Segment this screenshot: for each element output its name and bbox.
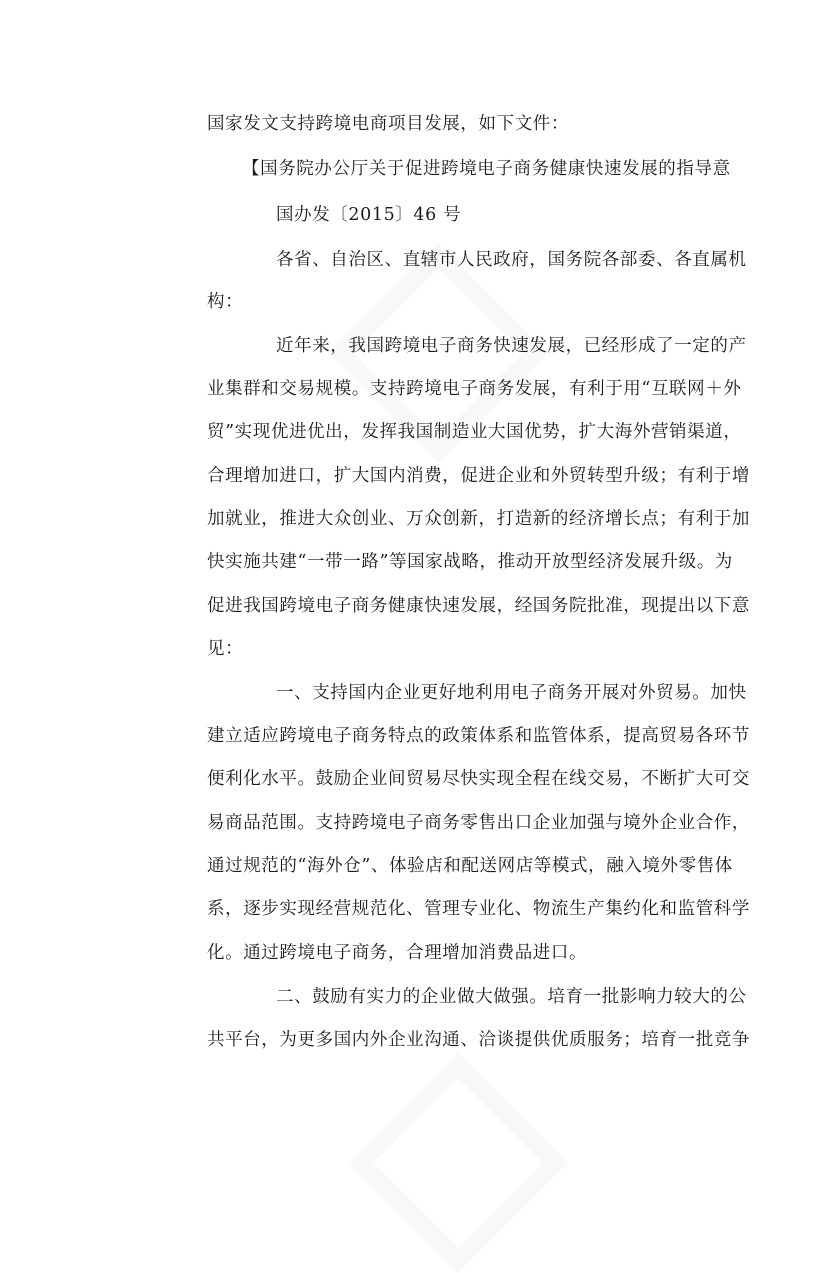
paragraph-line: 易商品范围。支持跨境电子商务零售出口企业加强与境外企业合作， <box>207 813 750 833</box>
intro-line: 国家发文支持跨境电商项目发展，如下文件： <box>207 114 569 134</box>
addressee-line: 构： <box>207 292 244 312</box>
paragraph-line: 化。通过跨境电子商务，合理增加消费品进口。 <box>207 943 588 963</box>
paragraph-line: 通过规范的“海外仓”、体验店和配送网店等模式，融入境外零售体 <box>207 856 733 876</box>
paragraph-line: 促进我国跨境电子商务健康快速发展，经国务院批准，现提出以下意 <box>207 596 750 616</box>
paragraph-line: 加就业，推进大众创业、万众创新，打造新的经济增长点；有利于加 <box>207 509 750 529</box>
paragraph-line: 一、支持国内企业更好地利用电子商务开展对外贸易。加快 <box>276 683 747 703</box>
paragraph-line: 快实施共建“一带一路”等国家战略，推动开放型经济发展升级。为 <box>207 552 733 572</box>
paragraph-line: 贸”实现优进优出，发挥我国制造业大国优势，扩大海外营销渠道， <box>207 422 742 442</box>
paragraph-line: 便利化水平。鼓励企业间贸易尽快实现全程在线交易，不断扩大可交 <box>207 769 750 789</box>
paragraph-line: 共平台，为更多国内外企业沟通、洽谈提供优质服务；培育一批竞争 <box>207 1030 750 1050</box>
watermark-logo-bottom <box>348 1053 569 1273</box>
paragraph-line: 合理增加进口，扩大国内消费，促进企业和外贸转型升级；有利于增 <box>207 466 750 486</box>
paragraph-line: 见： <box>207 639 244 659</box>
paragraph-line: 建立适应跨境电子商务特点的政策体系和监管体系，提高贸易各环节 <box>207 726 750 746</box>
document-title: 【国务院办公厅关于促进跨境电子商务健康快速发展的指导意 <box>242 159 731 179</box>
paragraph-line: 系，逐步实现经营规范化、管理专业化、物流生产集约化和监管科学 <box>207 899 750 919</box>
paragraph-line: 业集群和交易规模。支持跨境电子商务发展，有利于用“互联网＋外 <box>207 379 742 399</box>
document-number: 国办发〔2015〕46 号 <box>276 205 462 225</box>
addressee-line: 各省、自治区、直辖市人民政府，国务院各部委、各直属机 <box>276 250 747 270</box>
paragraph-line: 二、鼓励有实力的企业做大做强。培育一批影响力较大的公 <box>276 987 747 1007</box>
paragraph-line: 近年来，我国跨境电子商务快速发展，已经形成了一定的产 <box>276 336 747 356</box>
